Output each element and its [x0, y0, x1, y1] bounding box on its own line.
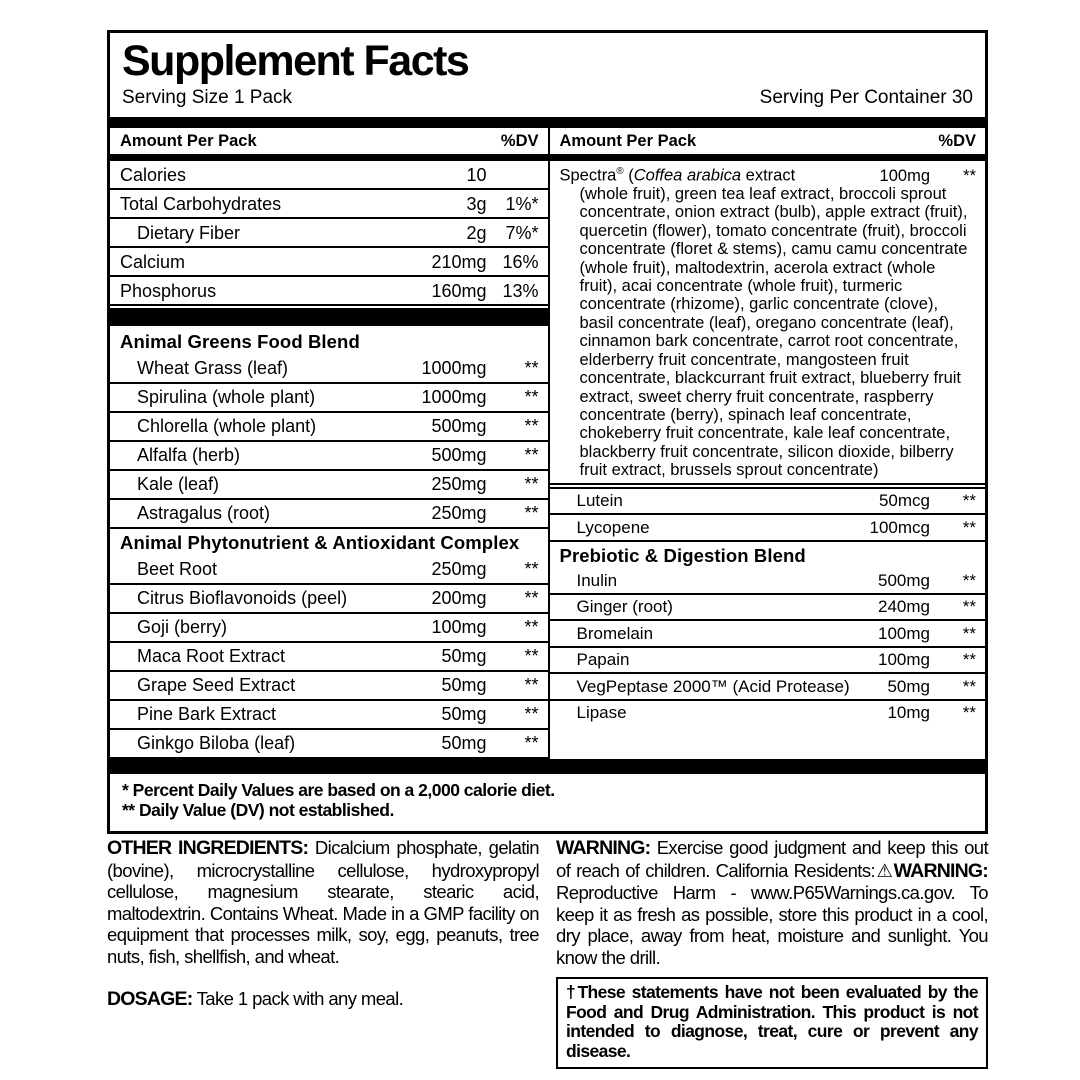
spectra-first-line	[560, 163, 977, 185]
amount-per-pack-label: Amount Per Pack	[120, 132, 257, 151]
ingredient-amount: 210mg	[431, 251, 487, 272]
ingredient-row	[110, 730, 548, 759]
ingredient-amount: 50mg	[441, 675, 487, 696]
ingredient-row	[110, 701, 548, 730]
ingredient-name: Phosphorus	[120, 280, 217, 301]
serving-row	[122, 87, 973, 109]
ingredient-amount: 240mg	[878, 597, 930, 617]
ingredient-amount: 250mg	[431, 474, 487, 495]
ingredient-row	[550, 621, 986, 648]
ingredient-name: Citrus Bioflavonoids (peel)	[137, 588, 348, 609]
footnotes	[110, 774, 985, 831]
ingredient-amount: 10	[466, 164, 487, 185]
other-ingredients-label: OTHER INGREDIENTS:	[107, 837, 309, 859]
ingredient-name: Dietary Fiber	[137, 222, 241, 243]
warning-text-1: Exercise good judgment and keep this out of reach of children. California Residents:	[556, 837, 988, 881]
ingredient-dv: **	[524, 675, 539, 696]
ingredient-name: Lutein	[576, 491, 623, 511]
other-ingredients-paragraph	[107, 837, 539, 967]
ingredient-row	[110, 500, 548, 529]
footer-divider-bar	[110, 759, 985, 774]
section-divider-bar	[110, 308, 548, 326]
ingredient-name: Calcium	[120, 251, 186, 272]
ingredient-name: Beet Root	[137, 559, 218, 580]
servings-per-container: Serving Per Container 30	[759, 87, 973, 109]
ingredient-dv: **	[962, 517, 976, 537]
ingredient-amount: 100mg	[879, 166, 930, 185]
ingredient-dv: **	[524, 503, 539, 524]
section-heading: Prebiotic & Digestion Blend	[559, 544, 806, 566]
ingredient-name: Spirulina (whole plant)	[137, 387, 316, 408]
ingredient-row	[110, 556, 548, 585]
ingredient-amount: 250mg	[431, 559, 487, 580]
ingredient-row	[110, 413, 548, 442]
other-ingredients-column	[107, 837, 539, 1069]
facts-column-right	[548, 128, 986, 758]
column-header-bar	[110, 154, 548, 161]
dv-label: %DV	[938, 132, 976, 151]
ingredient-dv: 1%*	[505, 193, 539, 214]
ingredient-name: Chlorella (whole plant)	[137, 416, 317, 437]
ingredient-name: Ginger (root)	[576, 597, 673, 617]
warning-triangle-icon: ⚠	[875, 859, 894, 881]
ingredient-name: Wheat Grass (leaf)	[137, 358, 289, 379]
column-header	[550, 128, 986, 154]
ingredient-name: Grape Seed Extract	[137, 675, 296, 696]
ingredient-row	[110, 384, 548, 413]
ingredient-row	[110, 355, 548, 384]
ingredient-dv: **	[962, 650, 976, 670]
ingredient-amount: 50mg	[887, 676, 930, 696]
ingredient-name: Bromelain	[576, 623, 654, 643]
ingredient-amount: 500mg	[431, 416, 487, 437]
ingredient-row	[550, 568, 986, 595]
ingredient-name	[560, 163, 880, 185]
ingredient-row	[110, 471, 548, 500]
latin-name: Coffea arabica	[633, 166, 742, 185]
ingredient-dv: **	[524, 416, 539, 437]
section-heading: Animal Phytonutrient & Antioxidant Complex	[120, 531, 520, 553]
brand-name: Spectra	[559, 166, 617, 185]
ingredient-dv: **	[962, 623, 976, 643]
ingredient-row	[110, 585, 548, 614]
ingredient-name: VegPeptase 2000™ (Acid Protease)	[576, 676, 850, 696]
ingredient-amount: 500mg	[431, 445, 487, 466]
ingredient-dv: **	[524, 733, 539, 754]
ingredient-name: Alfalfa (herb)	[137, 445, 241, 466]
bottom-text-area	[107, 837, 988, 1069]
ingredient-row	[550, 595, 986, 622]
ingredient-dv: **	[524, 474, 539, 495]
ingredient-amount: 50mg	[441, 733, 487, 754]
ingredient-dv: **	[524, 559, 539, 580]
ingredient-dv: 16%	[502, 251, 539, 272]
column-header-bar	[550, 154, 986, 161]
ingredient-amount: 1000mg	[421, 358, 487, 379]
panel-title: Supplement Facts	[122, 37, 469, 85]
fda-disclaimer-text: †These statements have not been evaluated by the Food and Drug Administration. This product is not intended to diagnose, treat, cure or prevent any disease.	[566, 982, 978, 1061]
ingredient-row	[550, 701, 986, 726]
ingredient-name: Ginkgo Biloba (leaf)	[137, 733, 296, 754]
other-ingredients-text: Dicalcium phosphate, gelatin (bovine), microcrystalline cellulose, hydroxypropyl cellulose, magnesium stearate, stearic acid, maltodextrin. Contains Wheat. Made in a GMP facility on equipment that processes milk, soy, egg, peanuts, tree nuts, fish, shellfish, and wheat.	[107, 837, 539, 967]
warning-text-2: Reproductive Harm - www.P65Warnings.ca.gov. To keep it as fresh as possible, store this product in a cool, dry place, away from heat, moisture and sunlight. You know the drill.	[556, 882, 988, 968]
ingredient-name: Calories	[120, 164, 187, 185]
ingredient-amount: 200mg	[431, 588, 487, 609]
serving-size: Serving Size 1 Pack	[122, 87, 293, 109]
dosage-paragraph	[107, 988, 539, 1011]
ingredient-amount: 100mcg	[869, 517, 930, 537]
ingredient-dv: 7%*	[505, 222, 539, 243]
ingredient-name: Inulin	[576, 570, 618, 590]
right-column-body	[550, 161, 986, 725]
section-heading: Animal Greens Food Blend	[120, 331, 360, 353]
dosage-label: DOSAGE:	[107, 988, 193, 1010]
ingredient-name: Pine Bark Extract	[137, 704, 277, 725]
ingredient-name: Papain	[576, 650, 630, 670]
ingredient-amount: 50mg	[441, 704, 487, 725]
ingredient-row	[110, 190, 548, 219]
ingredient-dv: **	[524, 445, 539, 466]
ingredient-dv: **	[962, 570, 976, 590]
ingredient-dv: **	[962, 676, 976, 696]
spectra-blend-block	[550, 161, 986, 484]
warning-label: WARNING:	[556, 837, 651, 859]
ingredient-dv: **	[962, 597, 976, 617]
warning-label-2: WARNING:	[893, 859, 988, 882]
warning-column	[556, 837, 988, 1069]
ingredient-amount: 50mcg	[878, 491, 930, 511]
ingredient-dv: **	[524, 588, 539, 609]
ingredient-dv: **	[524, 358, 539, 379]
ingredient-name: Kale (leaf)	[137, 474, 220, 495]
ingredient-row	[550, 487, 986, 516]
supplement-facts-panel	[107, 30, 988, 834]
header-divider-bar	[110, 117, 985, 128]
ingredient-amount: 100mg	[431, 617, 487, 638]
ingredient-dv: **	[962, 491, 976, 511]
registered-mark: ®	[616, 166, 624, 178]
ingredient-amount: 50mg	[441, 646, 487, 667]
ingredient-row	[110, 219, 548, 248]
ingredient-name: Lipase	[576, 703, 627, 723]
ingredient-amount: 500mg	[878, 570, 930, 590]
ingredient-amount: 3g	[466, 193, 487, 214]
column-header	[110, 128, 548, 154]
ingredient-amount: 10mg	[887, 703, 930, 723]
ingredient-dv: 13%	[502, 280, 539, 301]
ingredient-row	[550, 648, 986, 675]
ingredient-row	[110, 672, 548, 701]
facts-columns	[110, 128, 985, 758]
dv-label: %DV	[500, 132, 539, 151]
ingredient-row	[110, 248, 548, 277]
footnote-daily-values: * Percent Daily Values are based on a 2,000 calorie diet.	[122, 779, 555, 800]
ingredient-dv: **	[963, 166, 976, 185]
amount-per-pack-label: Amount Per Pack	[559, 132, 697, 151]
ingredient-amount: 100mg	[878, 650, 930, 670]
ingredient-amount: 250mg	[431, 503, 487, 524]
ingredient-dv: **	[524, 704, 539, 725]
ingredient-name: Maca Root Extract	[137, 646, 286, 667]
ingredient-amount: 1000mg	[421, 387, 487, 408]
ingredient-row	[110, 277, 548, 306]
ingredient-name: Total Carbohydrates	[120, 193, 282, 214]
panel-header	[110, 33, 985, 109]
ingredient-amount: 100mg	[878, 623, 930, 643]
ingredient-amount: 160mg	[431, 280, 487, 301]
ingredient-name: Goji (berry)	[137, 617, 228, 638]
ingredient-row	[550, 515, 986, 542]
ingredient-dv: **	[524, 617, 539, 638]
ingredient-amount: 2g	[466, 222, 487, 243]
ingredient-name: Astragalus (root)	[137, 503, 271, 524]
facts-column-left	[110, 128, 548, 758]
spectra-ingredient-list: (whole fruit), green tea leaf extract, broccoli sprout concentrate, onion extract (bulb), apple extract (fruit), quercetin (flower), tomato concentrate (fruit), broccoli concentrate (floret & stems), camu camu concentrate (whole fruit), maltodextrin, acerola extract (whole fruit), acai concentrate (whole fruit), turmeric concentrate (rhizome), garlic concentrate (clove), basil concentrate (leaf), oregano concentrate (leaf), cinnamon bark concentrate, carrot root concentrate, elderberry fruit concentrate, mangosteen fruit concentrate, blackcurrant fruit extract, blueberry fruit extract, sweet cherry fruit concentrate, raspberry concentrate (berry), spinach leaf concentrate, chokeberry fruit concentrate, kale leaf concentrate, blackberry fruit concentrate, silicon dioxide, bilberry fruit extract, brussels sprout concentrate)	[579, 185, 968, 480]
footnote-dv-not-established: ** Daily Value (DV) not established.	[122, 800, 394, 821]
ingredient-dv: **	[524, 387, 539, 408]
ingredient-row	[110, 643, 548, 672]
paren-open: (	[623, 166, 634, 185]
warning-paragraph	[556, 837, 988, 968]
ingredient-name-rest: extract	[741, 166, 796, 185]
left-column-body	[110, 161, 548, 758]
ingredient-dv: **	[962, 703, 976, 723]
fda-disclaimer-box	[556, 977, 988, 1069]
ingredient-row	[550, 674, 986, 701]
ingredient-row	[110, 442, 548, 471]
ingredient-row	[110, 161, 548, 190]
ingredient-dv: **	[524, 646, 539, 667]
ingredient-name: Lycopene	[576, 517, 650, 537]
ingredient-row	[110, 614, 548, 643]
dosage-text: Take 1 pack with any meal.	[196, 988, 404, 1009]
